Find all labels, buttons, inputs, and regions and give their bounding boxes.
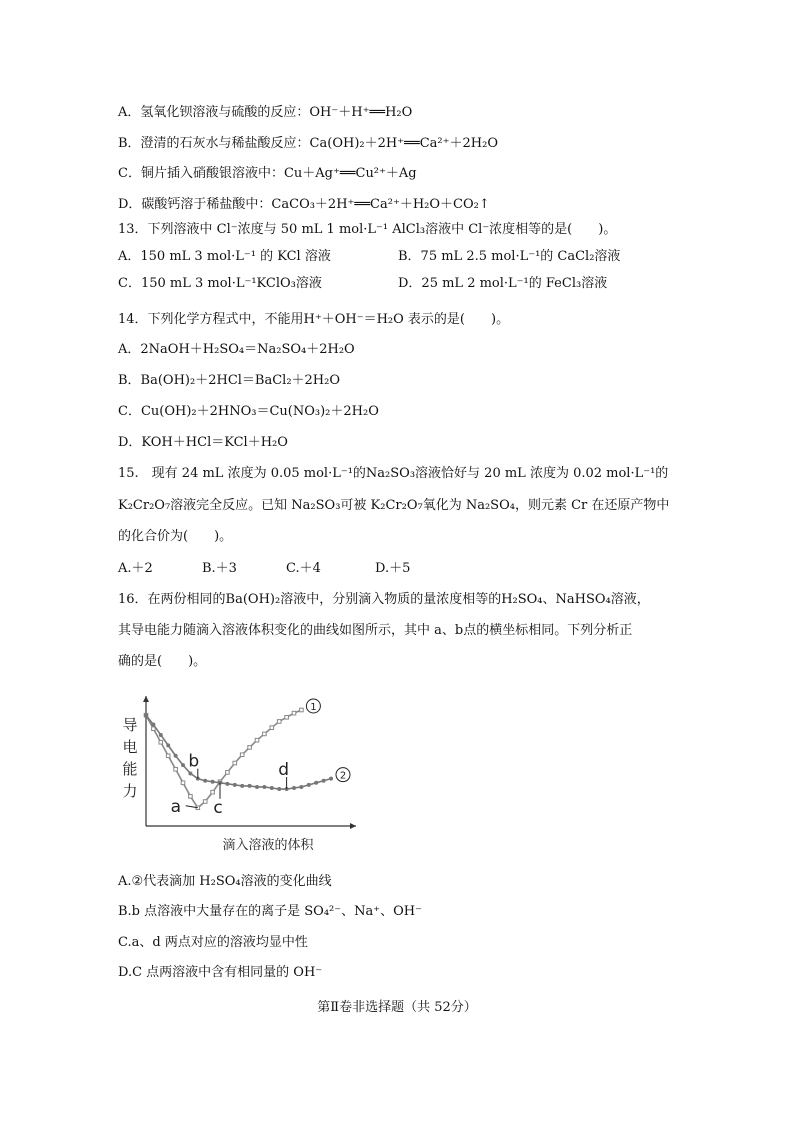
series-2-point <box>166 743 170 747</box>
q15-option-c: C.＋4 <box>286 561 321 576</box>
q13-option-d: D．25 mL 2 mol·L⁻¹的 FeCl₃溶液 <box>398 276 608 291</box>
chart-labels <box>122 699 350 853</box>
series-1-point <box>211 790 215 794</box>
series-2-point <box>144 713 148 717</box>
series-2-point <box>174 754 178 758</box>
series-2-point <box>211 780 215 784</box>
point-label-b: b <box>188 751 200 772</box>
series-line-1 <box>146 710 301 808</box>
q13-option-a: A．150 mL 3 mol·L⁻¹ 的 KCl 溶液 <box>118 249 331 264</box>
q16-option-b: B.b 点溶液中大量存在的离子是 SO₄²⁻、Na⁺、OH⁻ <box>118 904 422 919</box>
series-2-point <box>151 723 155 727</box>
series-2-point <box>314 781 318 785</box>
series-2-point <box>255 785 259 789</box>
prev-option-d: D．碳酸钙溶于稀盐酸中：CaCO₃＋2H⁺══Ca²⁺＋H₂O＋CO₂↑ <box>118 197 490 212</box>
q16-option-c: C.a、d 两点对应的溶液均显中性 <box>118 935 308 950</box>
series-2-point <box>159 733 163 737</box>
x-axis-label: 滴入溶液的体积 <box>222 838 314 853</box>
chart-marks <box>144 708 333 809</box>
series-1-point <box>174 767 178 771</box>
series-2-point <box>233 783 237 787</box>
series-2-point <box>188 771 192 775</box>
series-1-point <box>159 740 163 744</box>
series-1-point <box>166 754 170 758</box>
series-1-point <box>270 726 274 730</box>
prev-option-a: A．氢氧化钡溶液与硫酸的反应：OH⁻＋H⁺══H₂O <box>118 105 413 120</box>
y-axis-arrow <box>143 696 149 702</box>
q16-option-a: A.②代表滴加 H₂SO₄溶液的变化曲线 <box>118 874 332 889</box>
point-label-c: c <box>213 797 223 818</box>
y-axis-label-char: 电 <box>122 738 138 756</box>
series-line-2 <box>146 715 331 789</box>
series-1-point <box>203 800 207 804</box>
q15-stem-line1: 15. 现有 24 mL 浓度为 0.05 mol·L⁻¹的Na₂SO₃溶液恰好与 20 mL 浓度为 0.02 mol·L⁻¹的 <box>118 466 669 481</box>
q15-option-a: A.＋2 <box>118 561 153 576</box>
series-2-point <box>299 785 303 789</box>
series-label-2: 2 <box>339 770 347 782</box>
q14-stem: 14．下列化学方程式中，不能用H⁺＋OH⁻＝H₂O 表示的是( )。 <box>118 312 510 327</box>
point-label-a: a <box>170 796 182 817</box>
q16-stem-line1: 16．在两份相同的Ba(OH)₂溶液中，分别滴入物质的量浓度相等的H₂SO₄、NaHSO₄溶液， <box>118 592 650 607</box>
y-axis-label-char: 导 <box>122 716 138 734</box>
q14-option-d: D．KOH＋HCl＝KCl＋H₂O <box>118 435 288 450</box>
series-1-point <box>300 708 304 712</box>
q14-option-a: A．2NaOH＋H₂SO₄＝Na₂SO₄＋2H₂O <box>118 342 355 357</box>
series-1-point <box>277 720 281 724</box>
series-1-point <box>255 738 259 742</box>
series-2-point <box>270 786 274 790</box>
y-axis-label-char: 能 <box>122 760 138 778</box>
q13-stem: 13．下列溶液中 Cl⁻浓度与 50 mL 1 mol·L⁻¹ AlCl₃溶液中 Cl⁻浓度相等的是( )。 <box>118 222 617 237</box>
series-1-point <box>240 753 244 757</box>
series-label-1: 1 <box>310 702 317 713</box>
conductivity-chart <box>118 686 368 856</box>
series-2-point <box>240 784 244 788</box>
series-1-point <box>226 771 230 775</box>
q14-option-b: B．Ba(OH)₂＋2HCl＝BaCl₂＋2H₂O <box>118 373 341 388</box>
y-axis-label-char: 力 <box>122 782 138 800</box>
q15-option-d: D.＋5 <box>375 561 411 576</box>
series-2-point <box>203 779 207 783</box>
series-1-point <box>292 711 296 715</box>
series-1-point <box>181 781 185 785</box>
q14-option-c: C．Cu(OH)₂＋2HNO₃＝Cu(NO₃)₂＋2H₂O <box>118 404 379 419</box>
series-2-point <box>307 783 311 787</box>
series-2-point <box>329 777 333 781</box>
point-label-d: d <box>278 760 289 781</box>
series-1-point <box>233 761 237 765</box>
q16-stem-line2: 其导电能力随滴入溶液体积变化的曲线如图所示，其中 a、b点的横坐标相同。下列分析正 <box>118 623 633 638</box>
series-2-point <box>262 785 266 789</box>
series-2-point <box>277 787 281 791</box>
series-2-point <box>292 786 296 790</box>
series-1-point <box>263 732 267 736</box>
series-1-point <box>285 715 289 719</box>
series-2-point <box>322 779 326 783</box>
series-1-point <box>248 746 252 750</box>
series-2-point <box>225 782 229 786</box>
series-1-point <box>189 795 193 799</box>
series-2-point <box>181 763 185 767</box>
q16-stem-line3: 确的是( )。 <box>118 654 207 669</box>
q13-option-b: B．75 mL 2.5 mol·L⁻¹的 CaCl₂溶液 <box>398 249 621 264</box>
q15-option-b: B.＋3 <box>202 561 237 576</box>
series-2-point <box>248 784 252 788</box>
q13-option-c: C．150 mL 3 mol·L⁻¹KClO₃溶液 <box>118 276 322 291</box>
prev-option-c: C．铜片插入硝酸银溶液中：Cu＋Ag⁺══Cu²⁺＋Ag <box>118 166 417 181</box>
q15-stem-line3: 的化合价为( )。 <box>118 529 233 544</box>
section-footer: 第Ⅱ卷非选择题（共 52分） <box>317 1000 477 1015</box>
x-axis-arrow <box>350 823 356 829</box>
q16-option-d: D.C 点两溶液中含有相同量的 OH⁻ <box>118 965 323 980</box>
q15-stem-line2: K₂Cr₂O₇溶液完全反应。已知 Na₂SO₃可被 K₂Cr₂O₇氧化为 Na₂SO₄，则元素 Cr 在还原产物中 <box>118 498 670 513</box>
prev-option-b: B．澄清的石灰水与稀盐酸反应：Ca(OH)₂＋2H⁺══Ca²⁺＋2H₂O <box>118 136 498 151</box>
